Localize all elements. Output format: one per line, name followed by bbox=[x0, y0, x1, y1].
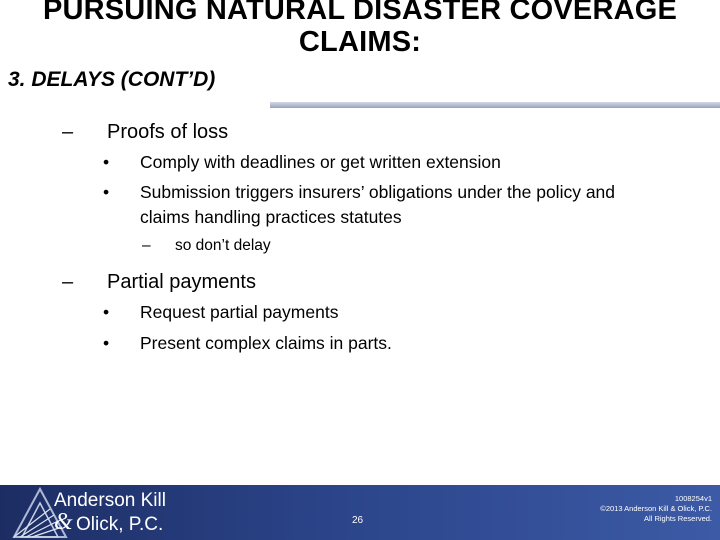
title-divider bbox=[270, 102, 720, 108]
dash-marker: – bbox=[142, 237, 151, 254]
dash-marker: – bbox=[62, 271, 74, 293]
bullet-label: Partial payments bbox=[107, 271, 256, 293]
bullet-marker: • bbox=[103, 333, 110, 353]
sub-bullet-text: claims handling practices statutes bbox=[140, 207, 402, 227]
logo-ampersand: & bbox=[54, 509, 73, 535]
rights-text: All Rights Reserved. bbox=[644, 514, 712, 523]
footer-info bbox=[600, 494, 712, 524]
sub-bullet-text: Request partial payments bbox=[140, 302, 339, 322]
slide-title bbox=[0, 0, 720, 58]
slide-title-line1: PURSUING NATURAL DISASTER COVERAGE bbox=[42, 0, 678, 26]
copyright-text: ©2013 Anderson Kill & Olick, P.C. bbox=[600, 504, 712, 513]
footer-bar bbox=[0, 485, 720, 540]
slide-title-line2: CLAIMS: bbox=[298, 26, 422, 58]
bullet-label: Proofs of loss bbox=[107, 121, 229, 143]
page-number: 26 bbox=[352, 515, 364, 526]
dash-marker: – bbox=[62, 121, 74, 143]
sub-bullet-text: Submission triggers insurers’ obligations under the policy and bbox=[140, 182, 616, 202]
sub-sub-bullet-text: so don’t delay bbox=[175, 237, 271, 254]
document-id: 1008254v1 bbox=[674, 494, 712, 503]
slide-subtitle: 3. DELAYS (CONT’D) bbox=[8, 68, 216, 91]
bullet-marker: • bbox=[103, 182, 110, 202]
bullet-marker: • bbox=[103, 302, 110, 322]
sub-bullet-text: Comply with deadlines or get written extension bbox=[140, 152, 501, 172]
logo-text-line1: Anderson Kill bbox=[54, 490, 166, 511]
logo-text-line2: Olick, P.C. bbox=[76, 514, 164, 535]
firm-logo bbox=[10, 485, 210, 540]
bullet-marker: • bbox=[103, 152, 110, 172]
sub-bullet-text: Present complex claims in parts. bbox=[140, 333, 392, 353]
